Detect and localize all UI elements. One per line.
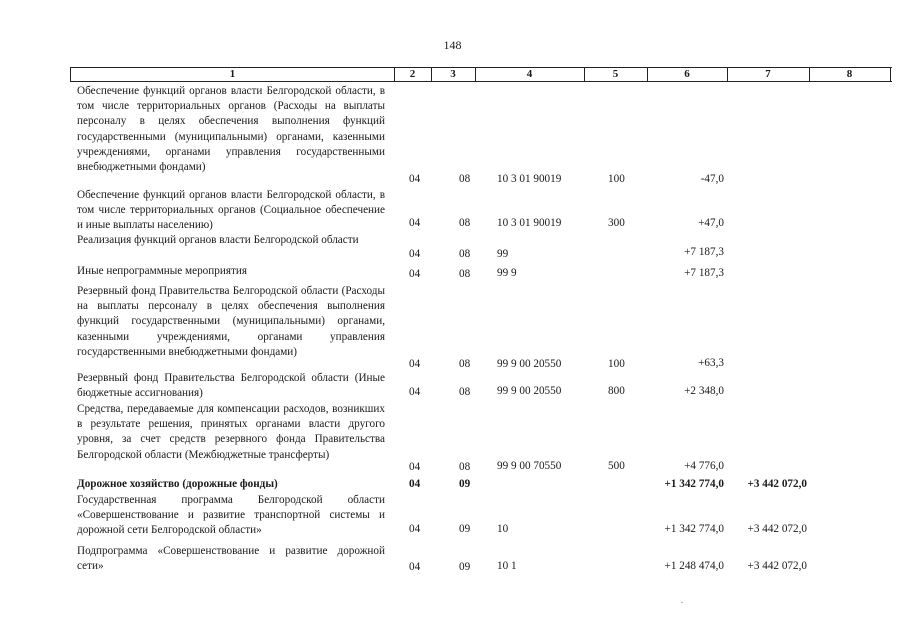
page-number: 148 <box>443 38 462 52</box>
row-description: Дорожное хозяйство (дорожные фонды) <box>77 478 278 490</box>
row-section: 04 <box>409 173 421 185</box>
row-subsection: 08 <box>459 461 471 473</box>
row-amount-1: +7 187,3 <box>684 267 724 279</box>
row-description: Иные непрограммные мероприятия <box>77 265 248 277</box>
row-subsection: 08 <box>459 217 471 229</box>
row-section: 04 <box>409 478 421 490</box>
row-target-article: 99 <box>497 248 509 260</box>
header-col-4: 4 <box>475 68 585 81</box>
row-description: Резервный фонд Правительства Белгородской области (Иные бюджетные ассигнования) <box>77 372 385 400</box>
header-col-6: 6 <box>647 68 728 81</box>
row-amount-1: +1 342 774,0 <box>664 523 724 535</box>
row-description: Обеспечение функций органов власти Белгородской области, в том числе территориальных органов (Социальное обеспечение и иные выплаты населению) <box>77 189 385 232</box>
row-target-article: 99 9 00 70550 <box>497 460 562 472</box>
row-expense-type: 800 <box>608 385 625 397</box>
row-subsection: 08 <box>459 358 471 370</box>
scan-artifact <box>681 602 683 603</box>
row-description: Государственная программа Белгородской области «Совершенствование и развитие транспортной системы и дорожной сети Белгородской области» <box>77 494 385 537</box>
row-amount-1: +2 348,0 <box>684 385 724 397</box>
row-amount-1: +1 342 774,0 <box>664 478 724 490</box>
row-subsection: 09 <box>459 561 471 573</box>
row-section: 04 <box>409 358 421 370</box>
row-section: 04 <box>409 461 421 473</box>
header-col-2: 2 <box>394 68 432 81</box>
row-target-article: 99 9 00 20550 <box>497 385 562 397</box>
row-description: Подпрограмма «Совершенствование и развитие дорожной сети» <box>77 545 385 573</box>
row-subsection: 08 <box>459 386 471 398</box>
header-col-7: 7 <box>727 68 810 81</box>
row-amount-1: +7 187,3 <box>684 246 724 258</box>
row-amount-1: -47,0 <box>700 173 724 185</box>
row-description: Реализация функций органов власти Белгородской области <box>77 234 359 246</box>
row-amount-1: +47,0 <box>698 217 724 229</box>
header-col-8: 8 <box>809 68 891 81</box>
row-section: 04 <box>409 561 421 573</box>
row-amount-1: +4 776,0 <box>684 460 724 472</box>
row-subsection: 08 <box>459 248 471 260</box>
row-amount-2: +3 442 072,0 <box>747 560 807 572</box>
row-subsection: 08 <box>459 268 471 280</box>
header-col-5: 5 <box>584 68 648 81</box>
row-section: 04 <box>409 248 421 260</box>
row-subsection: 09 <box>459 478 471 490</box>
table-header <box>70 67 892 82</box>
row-target-article: 99 9 00 20550 <box>497 358 562 370</box>
row-expense-type: 300 <box>608 217 625 229</box>
row-subsection: 09 <box>459 523 471 535</box>
header-col-3: 3 <box>431 68 476 81</box>
row-description: Резервный фонд Правительства Белгородской области (Расходы на выплаты персоналу в целях обеспечения выполнения функций государственными (муниципальными) органами, казенными учреждениями, органами управления государственными внебюджетными фондами) <box>77 285 385 358</box>
row-description: Средства, передаваемые для компенсации расходов, возникших в результате решения, принятых органами власти другого уровня, за счет средств резервного фонда Правительства Белгородской области (Межбюджетные трансферты) <box>77 403 385 461</box>
row-description: Обеспечение функций органов власти Белгородской области, в том числе территориальных органов (Расходы на выплаты персоналу в целях обеспечения выполнения функций государственными (муниципальными) органами, казенными учреждениями, органами управления государственными внебюджетными фондами) <box>77 85 385 174</box>
row-section: 04 <box>409 523 421 535</box>
row-target-article: 99 9 <box>497 267 517 279</box>
row-amount-1: +63,3 <box>698 357 724 369</box>
row-section: 04 <box>409 386 421 398</box>
row-subsection: 08 <box>459 173 471 185</box>
row-amount-2: +3 442 072,0 <box>747 478 807 490</box>
row-section: 04 <box>409 217 421 229</box>
row-target-article: 10 <box>497 523 509 535</box>
row-target-article: 10 1 <box>497 560 517 572</box>
row-expense-type: 100 <box>608 173 625 185</box>
row-section: 04 <box>409 268 421 280</box>
row-amount-1: +1 248 474,0 <box>664 560 724 572</box>
row-target-article: 10 3 01 90019 <box>497 173 562 185</box>
row-expense-type: 100 <box>608 358 625 370</box>
row-target-article: 10 3 01 90019 <box>497 217 562 229</box>
row-expense-type: 500 <box>608 460 625 472</box>
header-col-1: 1 <box>71 68 395 81</box>
row-amount-2: +3 442 072,0 <box>747 523 807 535</box>
